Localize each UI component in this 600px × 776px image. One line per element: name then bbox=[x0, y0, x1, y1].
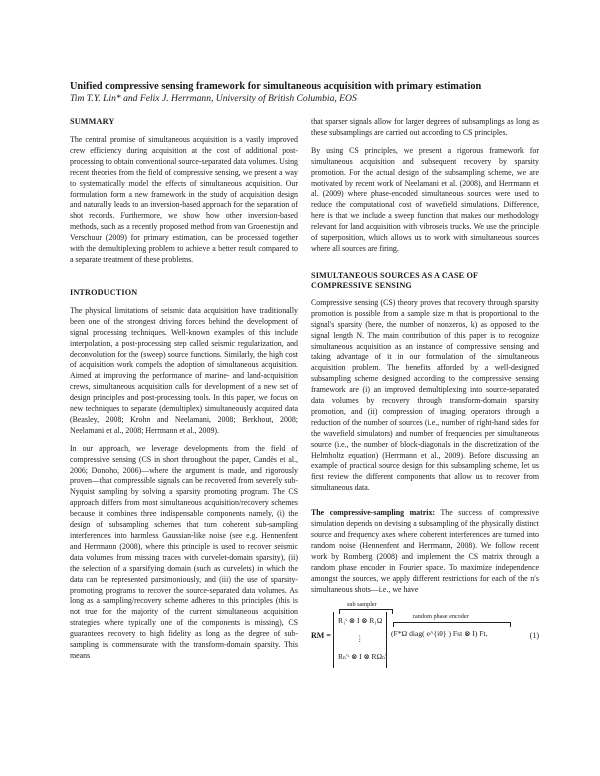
summary-paragraph: The central promise of simultaneous acquisition is a vastly improved crew efficiency during acquisition at the cost of additional post-processing to obtain conventional source-separated data volumes. Using recent theories from the field of compressive sensing, we present a way to systematically model the effects of simultaneous acquisition. Our formulation form a new framework in the study of acquisition design and naturally leads to an inversion-based approach for the separation of shot records. Furthermore, we show how other inversion-based methods, such as a recently proposed method from van Groenestijn and Verschuur (2009) for primary estimation, can be processed together with the demultiplexing problem to achieve a better result compared to a separate treatment of these problems. bbox=[70, 135, 298, 264]
encoder-brace bbox=[393, 622, 511, 627]
cs-matrix-run-in-heading: The compressive-sampling matrix: bbox=[311, 508, 436, 518]
left-column bbox=[70, 117, 298, 662]
section-heading-simultaneous-sources: SIMULTANEOUS SOURCES AS A CASE OF COMPRESSIVE SENSING bbox=[311, 270, 478, 290]
right-column bbox=[311, 117, 539, 671]
cs-matrix-text: The success of compressive simulation depends on devising a subsampling of the physically distinct source and frequency axes where coherent interferences are turned into random noise (Hennenfent and Herrmann, 2008). We follow recent work by Romberg (2008) and implement the CS matrix through a random phase encoder in Fourier space. To maximize independence amongst the sources, we apply different restrictions for each of the n′s simultaneous shots—i.e., we have bbox=[311, 508, 539, 594]
equation-lhs: RM = bbox=[311, 631, 331, 641]
framework-paragraph: By using CS principles, we present a rigorous framework for simultaneous acquisition and subsequent recovery by sparsity promotion. For the actual design of the subsampling scheme, we are motivated by recent work of Neelamani et al. (2008), and Herrmann et al. (2009) where phase-encoded simultaneous sources were used to reduce the computational cost of wavefield simulations. Difference, here is that we include a sweep function that makes our methodology relevant for land acquisition with vibroseis trucks. We use the principle of superposition, which allows us to work with simultaneous sources where all sources are firing. bbox=[311, 145, 539, 253]
restriction-matrix bbox=[333, 612, 387, 668]
matrix-row-1: R₁ˢ ⊗ I ⊗ R₁Ω bbox=[338, 616, 383, 626]
sub-sampler-label: sub sampler bbox=[347, 601, 377, 609]
matrix-row-ellipsis: ⋮ bbox=[356, 634, 364, 644]
equation-1 bbox=[311, 601, 539, 671]
intro-paragraph-1: The physical limitations of seismic data acquisition have traditionally been one of the strongest driving forces behind the development of signal processing techniques. Well-known examples of this include interpolation, a post-processing step called seismic regularization, and deconvolution for the (sweep) source functions. Similarly, the high cost of acquisition work compels the adoption of simultaneous acquisition. Aimed at improving the performance of marine- and land-acquisition crews, simultaneous acquisition calls for development of a new set of design principles and post-processing tools. In this paper, we focus on new techniques to separate (demultiplex) simultaneously acquired data (Beasley, 2008; Krohn and Neelamani, 2008; Berkhout, 2008; Neelamani et al., 2008; Herrmann et al., 2009). bbox=[70, 305, 298, 435]
continued-paragraph: that sparser signals allow for larger degrees of subsamplings as long as these subsamplings are carried out according to CS principles. bbox=[311, 117, 539, 137]
introduction-heading: INTRODUCTION bbox=[70, 287, 138, 297]
matrix-row-last: Rₙ′ˢ ⊗ I ⊗ RΩₙ′ bbox=[338, 652, 387, 662]
intro-paragraph-2: In our approach, we leverage developments from the field of compressive sensing (CS in short throughout the paper, Candès et al., 2006; Donoho, 2006)—where the argument is made, and rigorously proven—that compressible signals can be recovered from severely sub-Nyquist sampling by solving a sparsity promoting program. The CS approach differs from most simultaneous acquisition/recovery schemes because it combines three indispensable components namely, (i) the design of subsampling schemes that turn coherent sub-sampling interferences into harmless Gaussian-like noise (see e.g. Hennenfent and Herrmann (2008), where this principle is used to recover seismic data volumes from missing traces with curvelet-domain sparsity), (ii) the selection of a sparsifying domain (such as curvelets) in which the data can be represented parsimoniously, and (iii) the use of sparsity-promoting programs to recover the source-separated data volumes. As long as a sampling/recovery scheme adheres to this principles (this is not true for the majority of the current simultaneous acquisition strategies where typically one of the components is missing), CS guarantees recovery to high fidelity as long as the degree of sub-sampling is commensurate with the transform-domain sparsity. This means bbox=[70, 443, 298, 660]
paper-authors: Tim T.Y. Lin* and Felix J. Herrmann, University of British Columbia, EOS bbox=[70, 93, 357, 104]
equation-number: (1) bbox=[529, 631, 539, 641]
summary-heading: SUMMARY bbox=[70, 117, 115, 126]
random-phase-encoder-label: random phase encoder bbox=[413, 613, 469, 621]
paper-title: Unified compressive sensing framework for simultaneous acquisition with primary estimation bbox=[70, 81, 482, 92]
cs-paragraph: Compressive sensing (CS) theory proves that recovery through sparsity promotion is possible from a sample size m that is proportional to the signal's sparsity (here, the number of nonzeros, k) as opposed to the signal length N. The main contribution of this paper is to recognize simultaneous acquisition as an instance of compressive sensing and taking advantage of it in our formulation of the simultaneous acquisition problem. The benefits afforded by a well-designed subsampling scheme designed according to the compressive sensing framework are (i) an improved demultiplexing into source-separated data volumes by recovery through transform-domain sparsity promotion, and (ii) compression of imaging operators through a reduction of the number of sources (i.e., number of right-hand sides for the wavefield simulators) and number of frequencies per simultaneous source (i.e., the number of block-diagonals in the discretization of the Helmholtz equation) (Herrmann et al., 2009). Before discussing an example of practical source design for this subsampling scheme, let us first review the different components that allow us to recover from simultaneous data. bbox=[311, 297, 539, 493]
cs-matrix-paragraph bbox=[311, 508, 539, 595]
encoder-operator: (F*Ω diag( e^{iθ} ) Fst ⊗ I) Ft, bbox=[391, 629, 488, 639]
